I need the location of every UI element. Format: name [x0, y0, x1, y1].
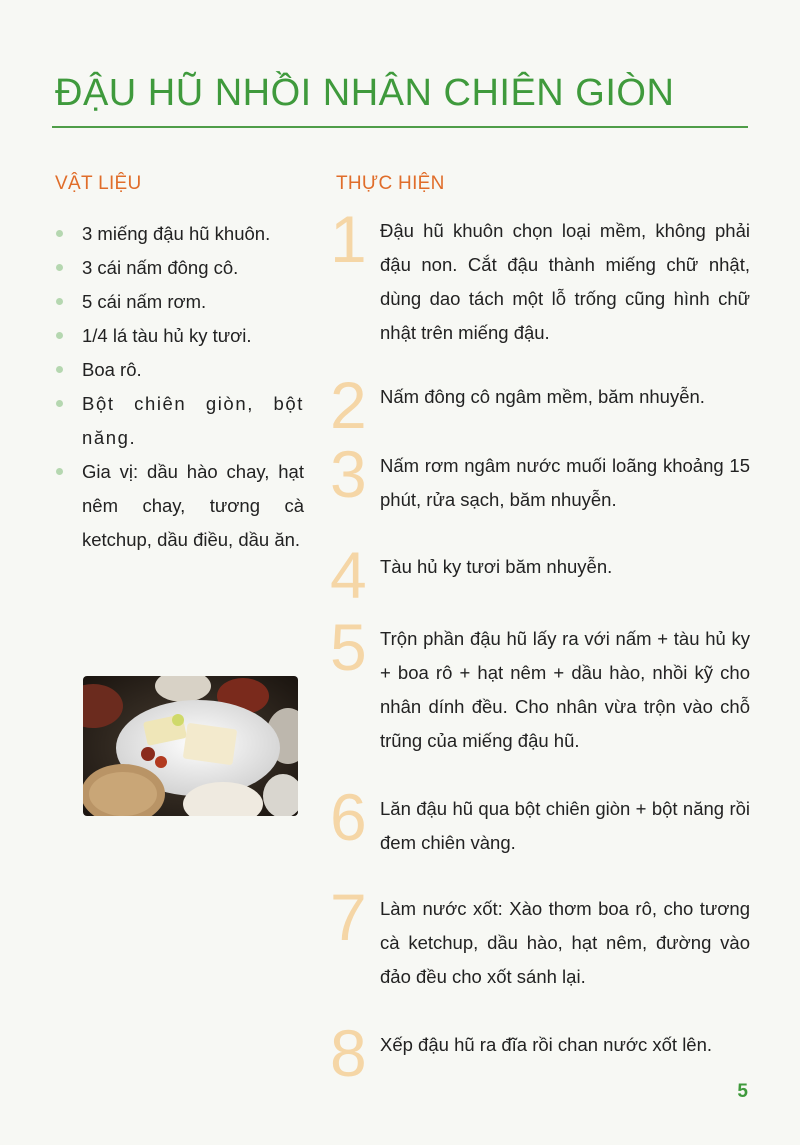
- steps-list: [330, 0, 760, 1145]
- bullet-icon: [56, 366, 63, 373]
- step-text: Đậu hũ khuôn chọn loại mềm, không phải đậu non. Cắt đậu thành miếng chữ nhật, dùng dao tách một lỗ trống cũng hình chữ nhật trên miếng đậu.: [380, 220, 750, 343]
- bullet-icon: [56, 400, 63, 407]
- ingredient-item: Boa rô.: [52, 353, 304, 387]
- step-text: Nấm rơm ngâm nước muối loãng khoảng 15 phút, rửa sạch, băm nhuyễn.: [380, 455, 750, 510]
- ingredients-photo-image: [83, 676, 298, 816]
- ingredients-heading: VẬT LIỆU: [55, 173, 142, 194]
- ingredient-item: 3 miếng đậu hũ khuôn.: [52, 217, 304, 251]
- step-number: 1: [330, 202, 367, 276]
- step-number: 7: [330, 880, 367, 954]
- step-text: Lăn đậu hũ qua bột chiên giòn + bột năng rồi đem chiên vàng.: [380, 798, 750, 853]
- step-number: 5: [330, 610, 367, 684]
- step-number: 2: [330, 368, 367, 442]
- bullet-icon: [56, 468, 63, 475]
- bullet-icon: [56, 298, 63, 305]
- step-text: Trộn phần đậu hũ lấy ra với nấm + tàu hủ ky + boa rô + hạt nêm + dầu hào, nhồi kỹ cho nhân dính đều. Cho nhân vừa trộn vào chỗ trũng của miếng đậu hũ.: [380, 628, 750, 751]
- steps-heading: THỰC HIỆN: [336, 173, 445, 194]
- ingredients-photo: [83, 676, 298, 816]
- ingredient-item: 3 cái nấm đông cô.: [52, 251, 304, 285]
- step-number: 6: [330, 780, 367, 854]
- step-number: 4: [330, 538, 367, 612]
- step-text: Tàu hủ ky tươi băm nhuyễn.: [380, 556, 613, 577]
- bullet-icon: [56, 264, 63, 271]
- ingredient-item: 5 cái nấm rơm.: [52, 285, 304, 319]
- ingredient-item: Gia vị: dầu hào chay, hạt nêm chay, tương cà ketchup, dầu điều, dầu ăn.: [52, 455, 304, 557]
- step-number: 8: [330, 1016, 367, 1090]
- step-number: 3: [330, 437, 367, 511]
- ingredient-item: 1/4 lá tàu hủ ky tươi.: [52, 319, 304, 353]
- ingredients-list: [52, 217, 304, 557]
- bullet-icon: [56, 332, 63, 339]
- step-text: Làm nước xốt: Xào thơm boa rô, cho tương cà ketchup, dầu hào, hạt nêm, đường vào đảo đều cho xốt sánh lại.: [380, 898, 750, 987]
- ingredient-item: Bột chiên giòn, bột năng.: [52, 387, 304, 455]
- step-text: Xếp đậu hũ ra đĩa rồi chan nước xốt lên.: [380, 1034, 713, 1055]
- bullet-icon: [56, 230, 63, 237]
- page-title: ĐẬU HŨ NHỒI NHÂN CHIÊN GIÒN: [55, 72, 675, 114]
- step-text: Nấm đông cô ngâm mềm, băm nhuyễn.: [380, 386, 705, 407]
- page-number: 5: [737, 1081, 748, 1102]
